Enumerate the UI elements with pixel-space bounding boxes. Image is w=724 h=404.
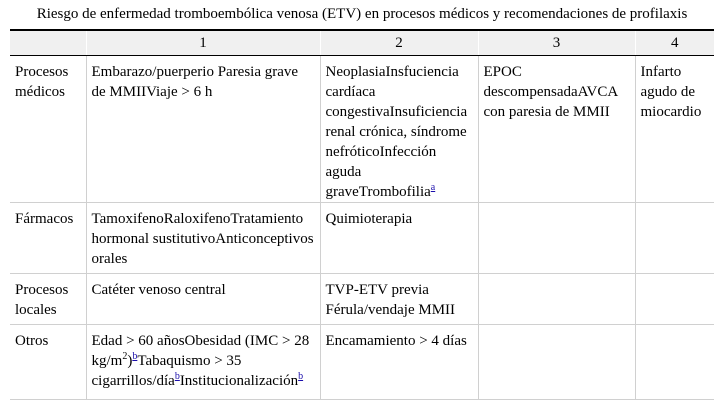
table-cell: Quimioterapia — [320, 203, 478, 274]
row-label: Otros — [10, 325, 86, 400]
table-cell: TamoxifenoRaloxifenoTratamiento hormonal sustitutivoAnticonceptivos orales — [86, 203, 320, 274]
table-cell: Encamamiento > 4 días — [320, 325, 478, 400]
footnote-link-b[interactable]: b — [132, 351, 138, 362]
table-cell: Catéter venoso central — [86, 274, 320, 325]
cell-text: Institucionalización — [179, 373, 299, 389]
table-caption: Riesgo de enfermedad tromboembólica venosa (ETV) en procesos médicos y recomendaciones de profilaxis — [36, 6, 688, 22]
header-cell-empty — [10, 30, 86, 56]
table-header-row — [10, 30, 714, 56]
table-cell: EPOC descompensadaAVCA con paresia de MMII — [478, 56, 635, 203]
header-cell-3: 3 — [478, 30, 635, 56]
superscript: 2 — [122, 351, 128, 362]
header-cell-1: 1 — [86, 30, 320, 56]
footnote-link-a[interactable]: a — [430, 182, 436, 193]
table-cell: Embarazo/puerperio Paresia grave de MMIIViaje > 6 h — [86, 56, 320, 203]
table-cell — [635, 203, 714, 274]
risk-table — [10, 29, 714, 400]
table-row — [10, 325, 714, 400]
table-row — [10, 56, 714, 203]
table-cell: TVP-ETV previa Férula/vendaje MMII — [320, 274, 478, 325]
footnote-link-b[interactable]: b — [174, 371, 180, 382]
cell-text: Edad > 60 añosObesidad (IMC > 28 kg/m — [91, 333, 310, 369]
table-cell — [478, 274, 635, 325]
table-row — [10, 274, 714, 325]
row-label: Fármacos — [10, 203, 86, 274]
table-cell — [478, 203, 635, 274]
table-cell — [320, 56, 478, 203]
row-label: Procesos locales — [10, 274, 86, 325]
table-cell — [635, 325, 714, 400]
cell-text: ) — [127, 353, 133, 369]
row-label: Procesos médicos — [10, 56, 86, 203]
cell-text: NeoplasiaInsfuciencia cardíaca congestivaInsuficiencia renal crónica, síndrome nefróticoInfección aguda graveTrombofilia — [325, 64, 468, 200]
cell-text: Tabaquismo > 35 cigarrillos/día — [91, 353, 242, 389]
table-cell: Infarto agudo de miocardio — [635, 56, 714, 203]
header-cell-4: 4 — [635, 30, 714, 56]
table-cell — [478, 325, 635, 400]
table-cell — [635, 274, 714, 325]
table-cell — [86, 325, 320, 400]
table-row — [10, 203, 714, 274]
footnote-link-b[interactable]: b — [298, 371, 304, 382]
header-cell-2: 2 — [320, 30, 478, 56]
